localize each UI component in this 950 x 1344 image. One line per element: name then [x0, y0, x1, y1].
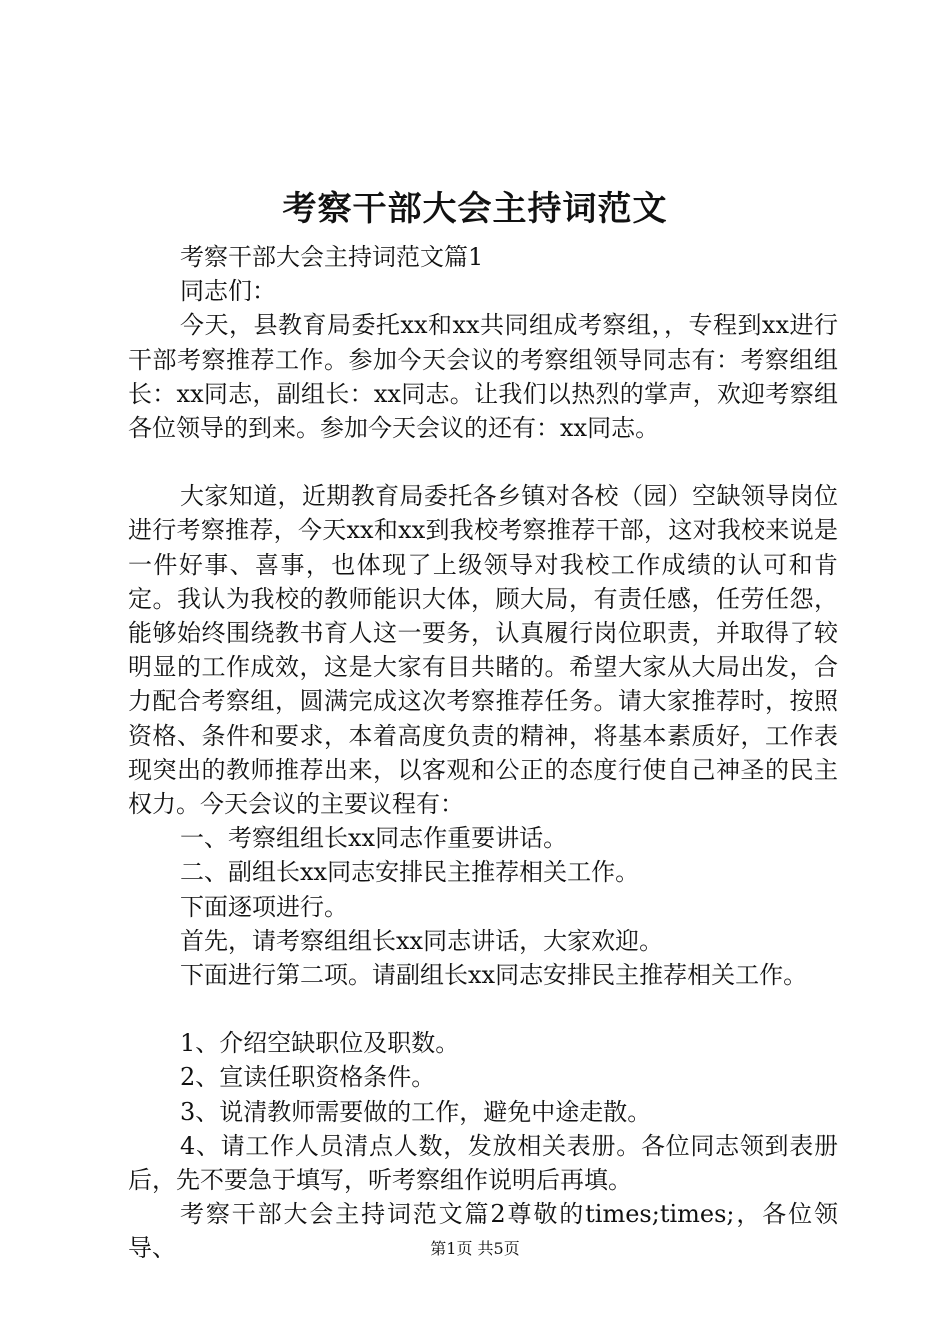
step-item-3: 3、说清教师需要做的工作，避免中途走散。: [180, 1097, 652, 1126]
step-item-2: 2、宣读任职资格条件。: [180, 1063, 436, 1092]
document-title: 考察干部大会主持词范文: [282, 189, 668, 229]
page-number-footer: 第1页 共5页: [430, 1239, 520, 1258]
agenda-item-2: 二、副组长xx同志安排民主推荐相关工作。: [180, 858, 640, 887]
salutation: 同志们：: [180, 277, 276, 306]
step-item-4: 4、请工作人员清点人数，发放相关表册。各位同志领到表册后，先不要急于填写，听考察组作说明后再填。: [128, 1131, 838, 1195]
step-item-1: 1、介绍空缺职位及职数。: [180, 1029, 460, 1058]
document-body: [128, 240, 838, 1266]
second-item-line: 下面进行第二项。请副组长xx同志安排民主推荐相关工作。: [180, 961, 808, 990]
agenda-item-1: 一、考察组组长xx同志作重要讲话。: [180, 824, 568, 853]
intro-paragraph: 今天，县教育局委托xx和xx共同组成考察组，，专程到xx进行干部考察推荐工作。参加今天会议的考察组领导同志有：考察组组长：xx同志，副组长：xx同志。让我们以热烈的掌声，欢迎考察组各位领导的到来。参加今天会议的还有：xx同志。: [128, 311, 838, 443]
proceed-line: 下面逐项进行。: [180, 892, 348, 921]
paragraph-gap: [128, 445, 838, 479]
main-paragraph: 大家知道，近期教育局委托各乡镇对各校（园）空缺领导岗位进行考察推荐，今天xx和xx到我校考察推荐干部，这对我校来说是一件好事、喜事，也体现了上级领导对我校工作成绩的认可和肯定。我认为我校的教师能识大体，顾大局，有责任感，任劳任怨，能够始终围绕教书育人这一要务，认真履行岗位职责，并取得了较明显的工作成效，这是大家有目共睹的。希望大家从大局出发，合力配合考察组，圆满完成这次考察推荐任务。请大家推荐时，按照资格、条件和要求，本着高度负责的精神，将基本素质好，工作表现突出的教师推荐出来，以客观和公正的态度行使自己神圣的民主权力。今天会议的主要议程有：: [128, 482, 838, 819]
section-heading-2: 考察干部大会主持词范文篇2尊敬的times;times;，各位领导、: [128, 1200, 838, 1263]
first-item-line: 首先，请考察组组长xx同志讲话，大家欢迎。: [180, 926, 664, 955]
section-heading-1: 考察干部大会主持词范文篇1: [180, 243, 484, 271]
paragraph-gap: [128, 992, 838, 1026]
